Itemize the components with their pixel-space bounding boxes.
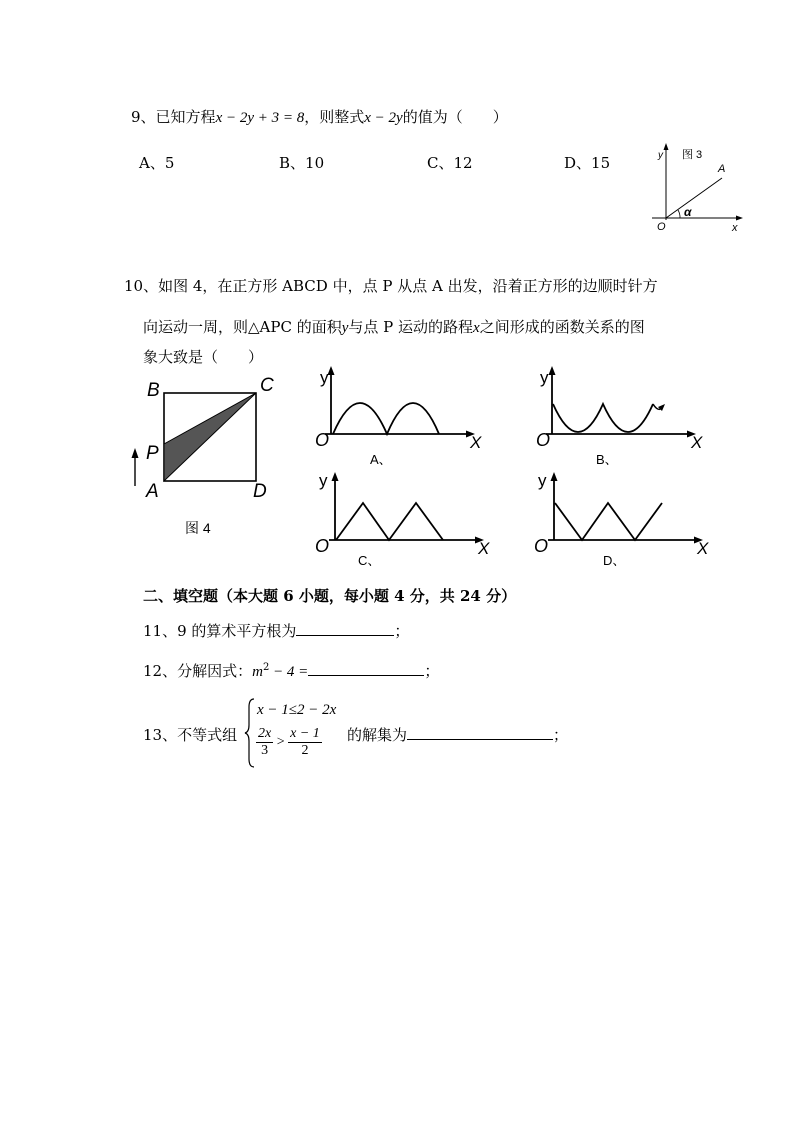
graph-c — [303, 470, 498, 575]
q12-var-m: m — [252, 664, 263, 680]
fig3-angle-arc — [678, 210, 680, 218]
graph-c-x-label: X — [478, 539, 490, 558]
q12-exponent: 2 — [262, 662, 270, 673]
graph-d-origin: O — [534, 536, 549, 556]
q12-text: 12、分解因式： — [143, 662, 253, 680]
q11-end: ； — [394, 622, 410, 640]
graph-a-y-arrow — [328, 366, 335, 375]
q13-frac-right-num: x − 1 — [290, 726, 320, 741]
graph-a-y-label: y — [320, 368, 329, 387]
fig3-x-arrow — [736, 216, 743, 221]
graph-d — [522, 470, 717, 575]
graph-d-y-arrow — [551, 472, 558, 481]
fig3-angle-label: α — [684, 205, 692, 219]
label-d: D — [253, 481, 267, 502]
fig3-y-label: y — [658, 150, 663, 161]
graph-b-label: B、 — [596, 452, 618, 467]
triangle-apc — [164, 393, 256, 481]
label-p: P — [146, 443, 159, 464]
q9-equation: x − 2y + 3 = 8 — [215, 110, 305, 126]
q9-option-b: B、10 — [279, 154, 325, 172]
graph-a — [303, 364, 488, 474]
q13-frac-right — [288, 726, 322, 759]
q13-op: > — [276, 734, 285, 750]
graph-b — [522, 364, 712, 474]
q12-expr-rest: − 4 = — [269, 664, 309, 680]
q9-middle: ，则整式 — [304, 108, 365, 126]
q13-frac-left — [256, 726, 273, 759]
q10-line2 — [143, 316, 645, 337]
question-12 — [143, 660, 439, 681]
fig3-ray — [666, 178, 722, 218]
figure-3 — [644, 140, 748, 236]
label-a: A — [146, 481, 159, 502]
q13-inequality-2 — [256, 726, 322, 759]
q13-frac-left-num: 2x — [258, 726, 272, 741]
graph-d-x-label: X — [697, 539, 709, 558]
graph-a-curve — [333, 403, 439, 434]
q10-line2-b: 与点 P 运动的路程 — [348, 318, 474, 336]
q12-answer-blank[interactable] — [308, 661, 424, 676]
q13-end: ； — [553, 726, 569, 744]
q13-prefix: 13、不等式组 — [143, 726, 238, 744]
fig3-y-arrow — [664, 143, 669, 150]
graph-d-y-label: y — [538, 471, 547, 490]
q13-brace-glyph — [244, 697, 256, 769]
label-b: B — [147, 380, 160, 401]
graph-c-origin: O — [315, 536, 330, 556]
q13-answer-blank[interactable] — [407, 725, 553, 740]
q13-suffix: 的解集为 — [347, 726, 408, 744]
figure-4-square — [125, 368, 285, 543]
graph-a-x-label: X — [470, 433, 482, 452]
label-c: C — [260, 375, 274, 396]
question-9 — [131, 106, 508, 127]
q13-inequality-1: x − 1≤2 − 2x — [257, 702, 337, 718]
graph-a-origin: O — [315, 430, 330, 450]
q13-frac-left-den: 3 — [261, 743, 269, 758]
q9-prefix: 已知方程 — [155, 108, 216, 126]
q10-line3: 象大致是（ ） — [143, 348, 264, 366]
q10-var-x: x — [473, 320, 480, 336]
q9-option-a: A、5 — [139, 154, 175, 172]
graph-b-curve — [553, 404, 653, 432]
q11-text: 11、9 的算术平方根为 — [143, 622, 297, 640]
q9-suffix: 的值为（ ） — [402, 108, 508, 126]
q9-option-d: D、15 — [564, 154, 611, 172]
graph-b-y-label: y — [540, 368, 549, 387]
q11-answer-blank[interactable] — [296, 621, 394, 636]
graph-c-line — [336, 503, 443, 540]
fig3-x-label: x — [732, 222, 738, 234]
direction-arrow-head — [132, 448, 139, 458]
q9-option-c: C、12 — [427, 154, 473, 172]
graph-b-origin: O — [536, 430, 551, 450]
q10-line1: 10、如图 4，在正方形 ABCD 中，点 P 从点 A 出发，沿着正方形的边顺时针方 — [124, 277, 658, 295]
question-11 — [143, 620, 409, 641]
graph-c-y-arrow — [332, 472, 339, 481]
graph-d-line — [555, 503, 662, 540]
q10-var-y: y — [341, 320, 349, 336]
graph-b-x-label: X — [691, 433, 703, 452]
q9-number: 9、 — [131, 108, 156, 126]
graph-b-y-arrow — [549, 366, 556, 375]
q10-line2-a: 向运动一周，则△APC 的面积 — [143, 318, 342, 336]
graph-c-label: C、 — [358, 553, 381, 568]
fig3-caption: 图 3 — [682, 149, 703, 161]
q9-expression: x − 2y — [364, 110, 403, 126]
q12-end: ； — [424, 662, 440, 680]
q13-suffix-line — [347, 724, 568, 745]
q10-line2-c: 之间形成的函数关系的图 — [479, 318, 645, 336]
graph-a-label: A、 — [370, 452, 392, 467]
graph-d-label: D、 — [603, 553, 626, 568]
section-2-title: 二、填空题（本大题 6 小题，每小题 4 分，共 24 分） — [143, 587, 517, 605]
q13-frac-right-den: 2 — [301, 743, 309, 758]
fig4-caption: 图 4 — [185, 520, 211, 536]
q13-brace — [244, 697, 256, 773]
fig3-point-a: A — [718, 163, 726, 175]
graph-c-y-label: y — [319, 471, 328, 490]
fig3-origin: O — [657, 221, 666, 233]
